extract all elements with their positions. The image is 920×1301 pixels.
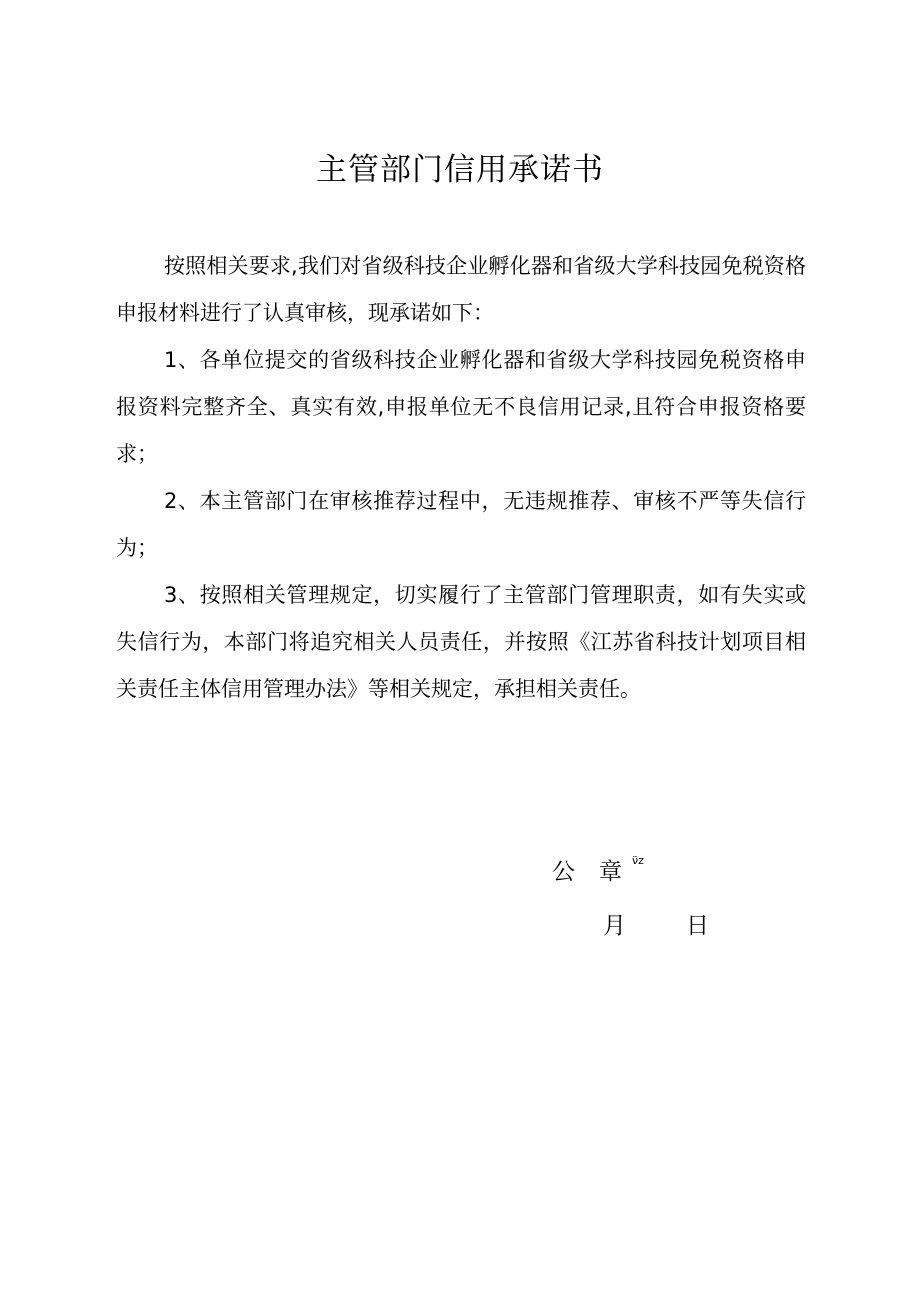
date-line bbox=[603, 906, 709, 946]
seal-char-gong: 公 bbox=[552, 859, 575, 885]
paragraph-item-1: 1、各单位提交的省级科技企业孵化器和省级大学科技园免税资格申报资料完整齐全、真实有效,申报单位无不良信用记录,且符合申报资格要求； bbox=[116, 348, 806, 466]
paragraph-item-3: 3、按照相关管理规定，切实履行了主管部门管理职责，如有失实或失信行为，本部门将追究相关人员责任，并按照《江苏省科技计划项目相关责任主体信用管理办法》等相关规定，承担相关责任。 bbox=[116, 583, 806, 701]
seal-char-zhang: 章 bbox=[599, 859, 622, 885]
seal-line bbox=[552, 852, 644, 892]
seal-mark: ν̈z bbox=[632, 854, 644, 867]
date-month: 月 bbox=[603, 913, 626, 939]
document-body bbox=[116, 243, 806, 713]
paragraph-intro: 按照相关要求,我们对省级科技企业孵化器和省级大学科技园免税资格申报材料进行了认真审核，现承诺如下： bbox=[116, 254, 806, 325]
date-day: 日 bbox=[686, 913, 709, 939]
paragraph-item-2: 2、本主管部门在审核推荐过程中，无违规推荐、审核不严等失信行为； bbox=[116, 489, 806, 560]
document-title: 主管部门信用承诺书 bbox=[316, 152, 604, 188]
